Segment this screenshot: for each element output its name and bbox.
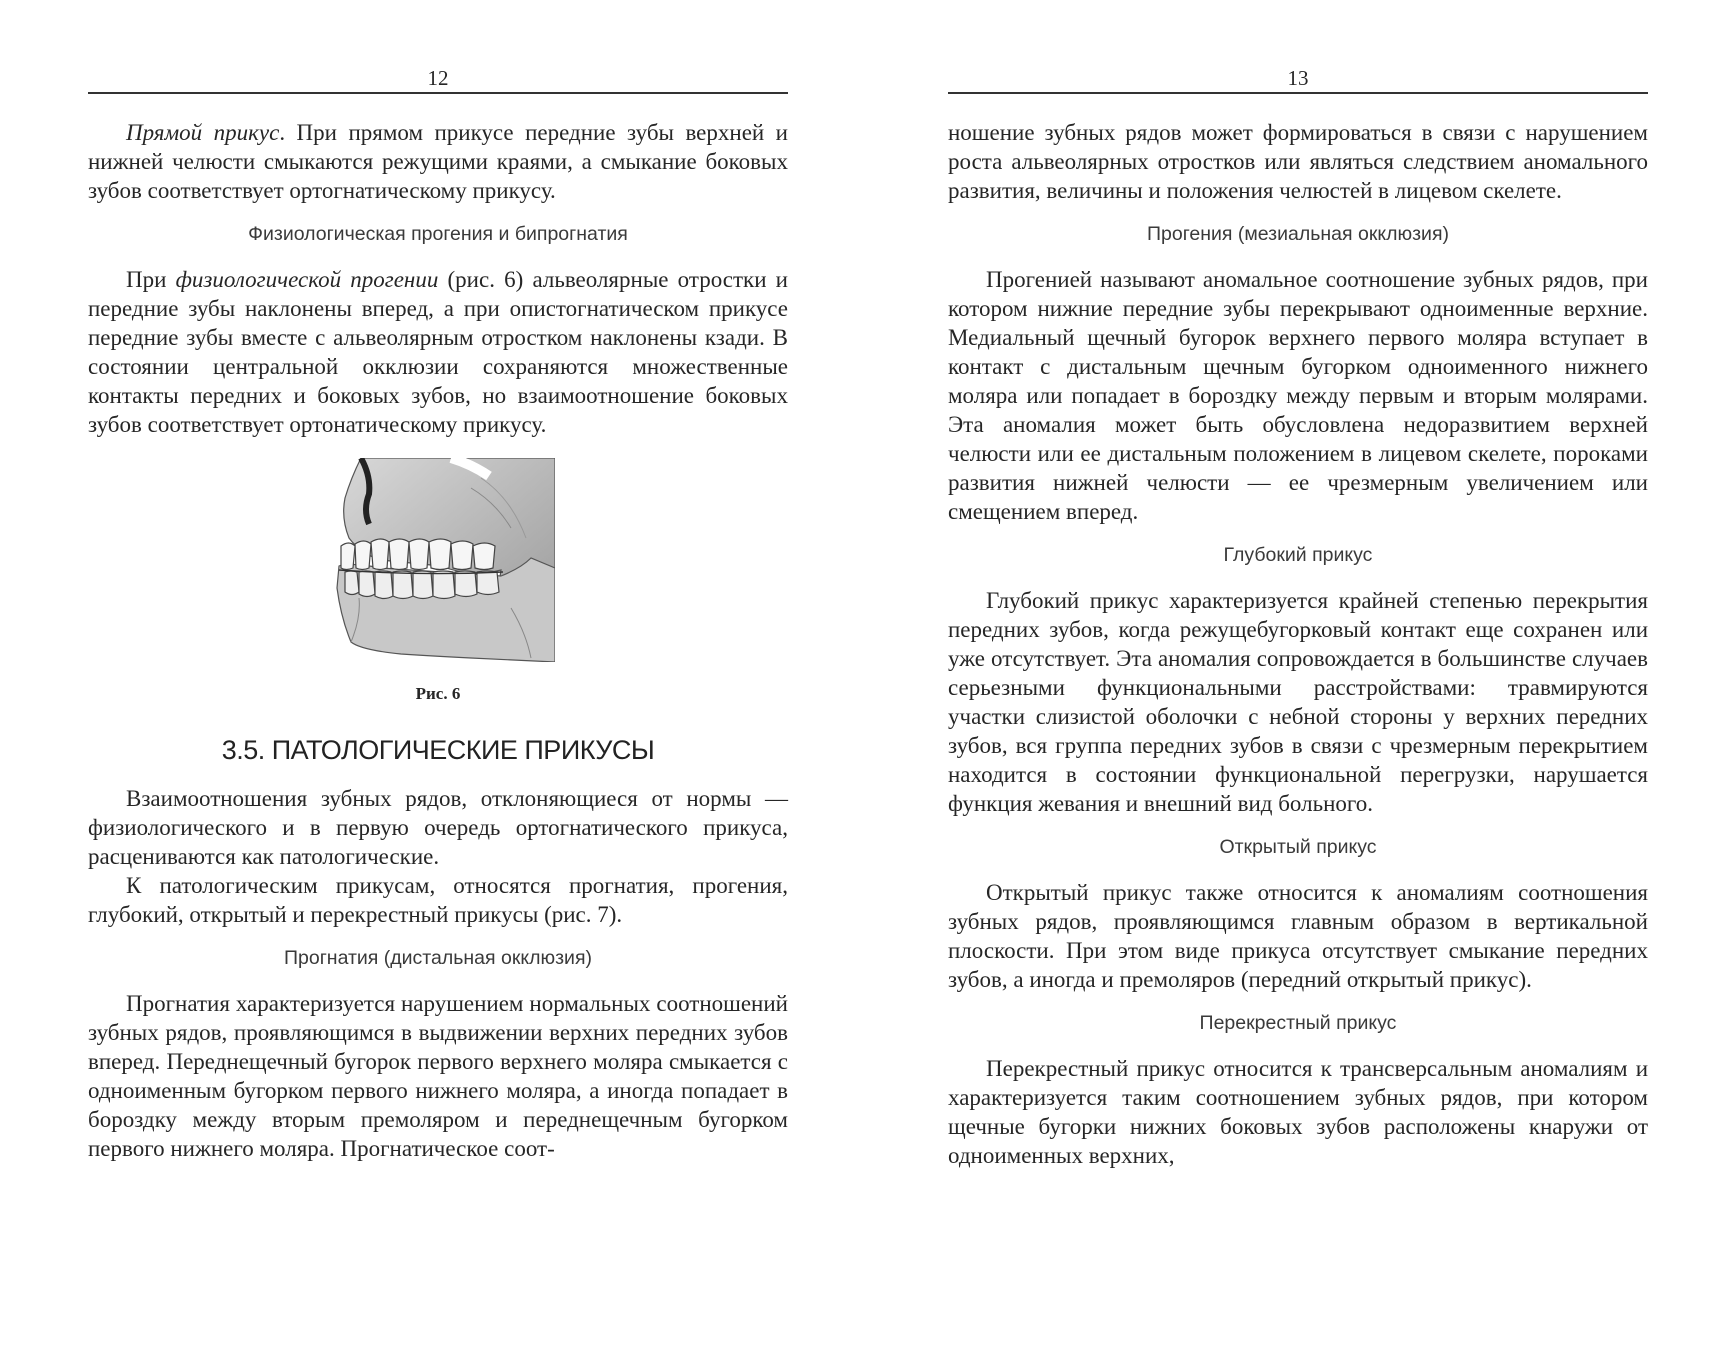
paragraph-prognathia-continued: ношение зубных рядов может формироваться в связи с нарушением роста альвеолярных отростков или являться следствием аномального развития, величины и положения челюстей в лицевом скелете. [948, 120, 1648, 203]
left-page [88, 0, 788, 1163]
figure-caption: Рис. 6 [415, 684, 461, 703]
subheading-deep-bite: Глубокий прикус [1223, 544, 1373, 566]
subheading-progenia: Прогения (мезиальная окклюзия) [1146, 223, 1449, 245]
page-number-left: 12 [88, 0, 788, 94]
figure-6 [88, 458, 788, 704]
paragraph-pathological-list: К патологическим прикусам, относятся прогнатия, прогения, глубокий, открытый и перекрестный прикусы (рис. 7). [88, 873, 788, 927]
subheading-prognathia: Прогнатия (дистальная окклюзия) [283, 947, 593, 969]
paragraph-cross-bite: Перекрестный прикус относится к трансверсальным аномалиям и характеризуется таким соотношением зубных рядов, при котором щечные бугорки нижних боковых зубов расположены кнаружи от одноименных верхних, [948, 1056, 1648, 1168]
subheading-physiological-progenia: Физиологическая прогения и бипрогнатия [248, 223, 628, 245]
paragraph-deep-bite: Глубокий прикус характеризуется крайней степенью перекрытия передних зубов, когда режущебугорковый контакт еще сохранен или уже отсутствует. Эта аномалия сопровождается в большинстве случаев серьезными функциональными расстройствами: травмируются участки слизистой оболочки с небной стороны у верхних передних зубов, вся группа передних зубов в связи с чрезмерным перекрытием находится в состоянии функциональной перегрузки, нарушается функция жевания и внешний вид больного. [948, 588, 1648, 816]
term-physiological-progenia: физиологической прогении [175, 267, 439, 292]
paragraph-progenia: Прогенией называют аномальное соотношение зубных рядов, при котором нижние передние зубы перекрывают одноименные верхние. Медиальный щечный бугорок верхнего первого моляра вступает в контакт с дистальным щечным бугорком одноименного нижнего моляра или попадает в бороздку между первым и вторым молярами. Эта аномалия может быть обусловлена недоразвитием верхней челюсти или ее дистальным положением в лицевом скелете, пороками развития нижней челюсти — ее чрезмерным увеличением или смещением вперед. [948, 267, 1648, 524]
right-page-body [948, 94, 1648, 1170]
paragraph-pathological-definition: Взаимоотношения зубных рядов, отклоняющиеся от нормы — физиологического и в первую очередь ортогнатического прикуса, расцениваются как патологические. [88, 786, 788, 869]
paragraph-open-bite: Открытый прикус также относится к аномалиям соотношения зубных рядов, проявляющимся главным образом в вертикальной плоскости. При этом виде прикуса отсутствует смыкание передних зубов, а иногда и премоляров (передний открытый прикус). [948, 880, 1648, 992]
left-page-body [88, 94, 788, 1163]
section-title: 3.5. ПАТОЛОГИЧЕСКИЕ ПРИКУСЫ [221, 735, 655, 765]
subheading-open-bite: Открытый прикус [1219, 836, 1377, 858]
page-number-right: 13 [948, 0, 1648, 94]
paragraph-direct-bite: Прямой прикус. При прямом прикусе передние зубы верхней и нижней челюсти смыкаются режущими краями, а смыкание боковых зубов соответствует ортогнатическому прикусу. [88, 120, 788, 203]
jaw-illustration [321, 458, 555, 662]
paragraph-physiological-progenia: При физиологической прогении (рис. 6) альвеолярные отростки и передние зубы наклонены вперед, а при опистогнатическом прикусе передние зубы вместе с альвеолярным отростком наклонены кзади. В состоянии центральной окклюзии сохраняются множественные контакты передних и боковых зубов, но взаимоотношение боковых зубов соответствует ортонатическому прикусу. [88, 267, 788, 437]
paragraph-prognathia: Прогнатия характеризуется нарушением нормальных соотношений зубных рядов, проявляющимся в выдвижении верхних передних зубов вперед. Переднещечный бугорок первого верхнего моляра смыкается с одноименным бугорком первого нижнего моляра, а иногда попадает в бороздку между вторым премоляром и переднещечным бугорком первого нижнего моляра. Прогнатическое соот- [88, 991, 788, 1161]
term-direct-bite: Прямой прикус [126, 120, 280, 145]
right-page [948, 0, 1648, 1170]
subheading-cross-bite: Перекрестный прикус [1199, 1012, 1397, 1034]
